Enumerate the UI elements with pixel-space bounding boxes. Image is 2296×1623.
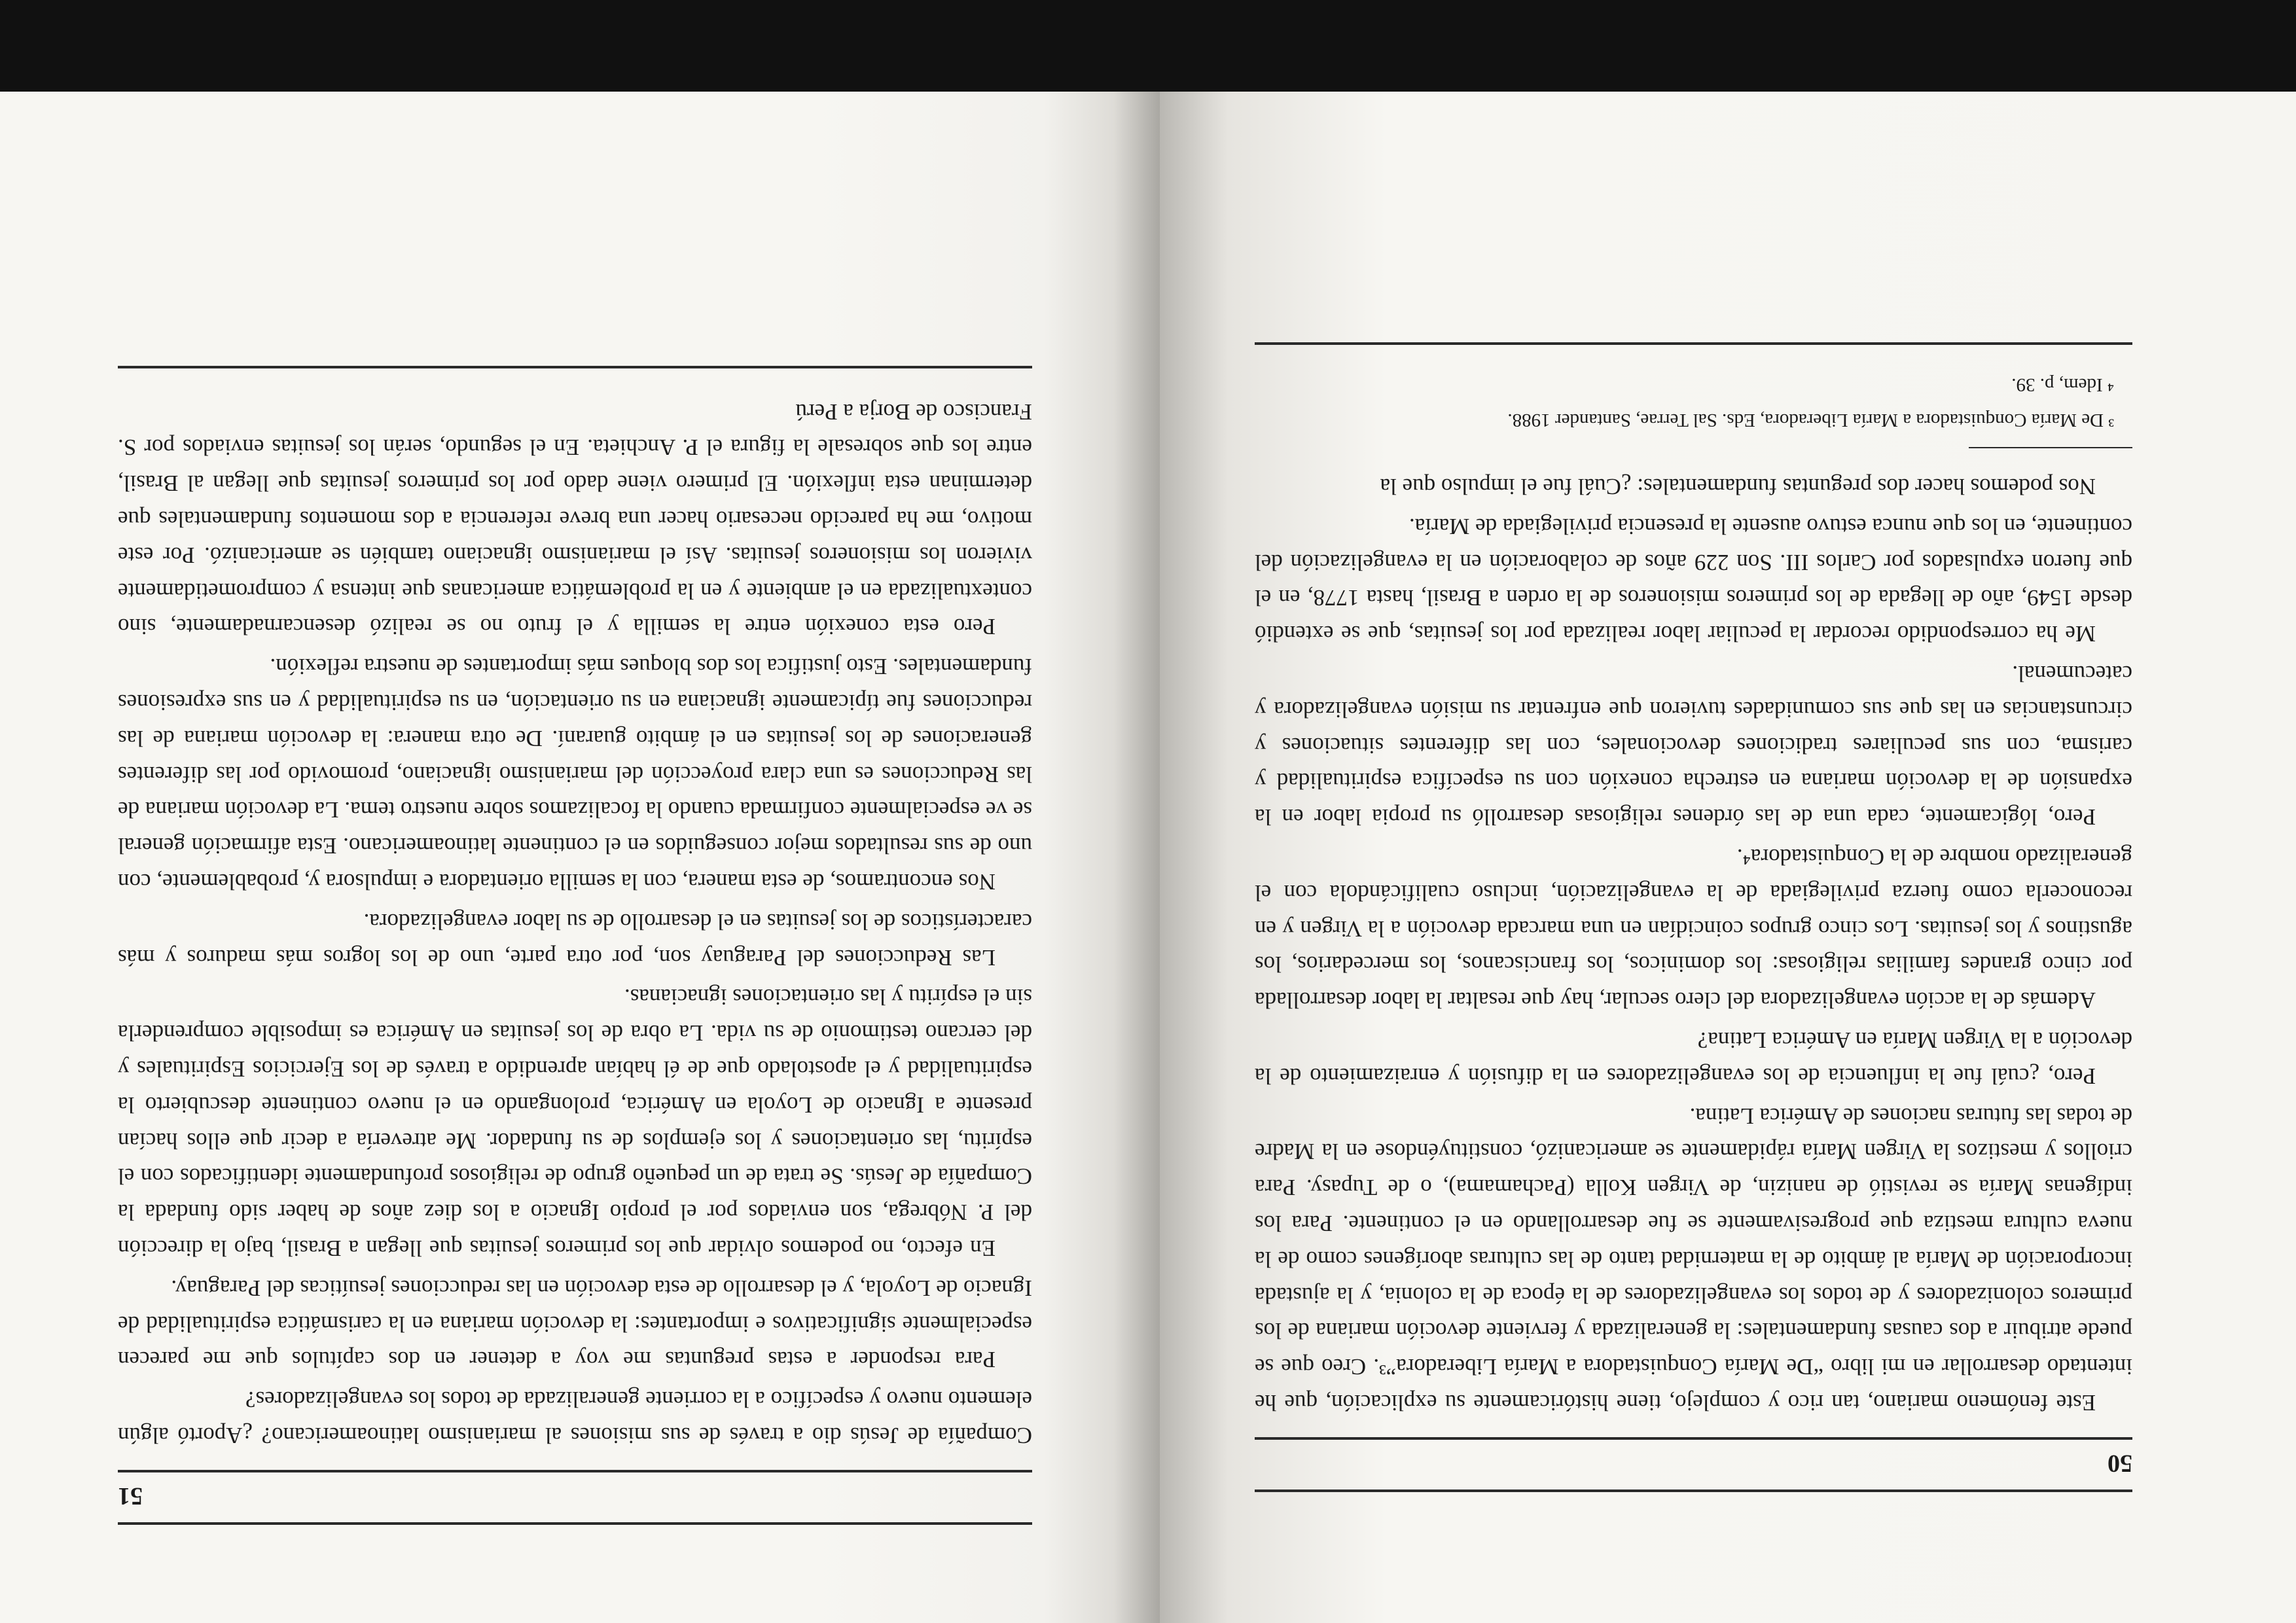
paragraph: Este fenómeno mariano, tan rico y complejo, tiene históricamente su explicación, que he intentado desarrollar en mi libro “De María Conquistadora a María Liberadora”³. Creo que se puede atribuir a dos causas fundamentales: la generalizada y ferviente devoción mariana de los primeros colonizadores y de todos los evangelizadores de la época de la colonia, y la ajustada incorporación de María al ámbito de la maternidad tanto de las culturas aborígenes como de la nueva cultura mestiza que progresivamente se fue desarrollando en el continente. Para los indígenas María se revistió de nanizin, de Virgen Kolla (Pachamama), o de Tupasy. Para criollos y mestizos la Virgen María rápidamente se americanizó, constituyéndose en la Madre de todas las futuras naciones de América Latina.	[1255, 1103, 2132, 1416]
page-number: 50	[2108, 1450, 2132, 1477]
paragraph: Pero, lógicamente, cada una de las órdenes religiosas desarrolló su propia labor en la expansión de la devoción mariana en estrecha conexión con su específica espiritualidad y carisma, con sus peculiares tradiciones devocionales, con las diferentes situaciones y circunstancias en las que sus comunidades tuvieron que enfrentar su misión evangelizadora y catecumenal.	[1255, 661, 2132, 830]
footnote-4: ⁴ Idem, p. 39.	[2011, 374, 2114, 396]
paragraph: Me ha correspondido recordar la peculiar labor realizada por los jesuitas, que se extendió desde 1549, año de llegada de los primeros misioneros de la orden a Brasil, hasta 1778, en el que fueron expulsados por Carlos III. Son 229 años de colaboración en la evangelización del continente, en los que nunca estuvo ausente la presencia privilegiada de María.	[1255, 513, 2132, 647]
header-rule	[118, 1522, 1032, 1525]
paragraph: Para responder a estas preguntas me voy a detener en dos capítulos que me parecen especialmente significativos e importantes: la devoción mariana en la carismática espiritualidad de Ignacio de Loyola, y el desarrollo de esta devoción en las reducciones jesuíticas del Paraguay.	[118, 1275, 1032, 1373]
header-rule	[1255, 1489, 2132, 1492]
paragraph: En efecto, no podemos olvidar que los primeros jesuitas que llegan a Brasil, bajo la dirección del P. Nóbrega, son enviados por el propio Ignacio a los diez años de haber sido fundada la Compañía de Jesús. Se trata de un pequeño grupo de religiosos profundamente identificados con el espíritu, las orientaciones y los ejemplos de su fundador. Me atrevería a decir que ellos hacían presente a Ignacio de Loyola en América, prolongando en el nuevo continente descubierto la espiritualidad y el apostolado que de él habían aprendido a través de los Ejercicios Espirituales y del cercano testimonio de su vida. La obra de los jesuitas en América es imposible comprenderla sin el espíritu y las orientaciones ignacianas.	[118, 984, 1032, 1262]
footer-rule	[118, 366, 1032, 368]
book-page-51	[0, 92, 1160, 1623]
footnote-separator	[1969, 447, 2132, 448]
header-rule-lower	[1255, 1437, 2132, 1440]
paragraph: Las Reducciones del Paraguay son, por otra parte, uno de los logros más maduros y más característicos de los jesuitas en el desarrollo de su labor evangelizadora.	[118, 908, 1032, 971]
paragraph: Nos podemos hacer dos preguntas fundamentales: ¿Cuál fue el impulso que la	[1380, 474, 2096, 500]
paragraph: Además de la acción evangelizadora del clero secular, hay que resaltar la labor desarrollada por cinco grandes familias religiosas: los dominicos, los franciscanos, los mercedarios, los agustinos y los jesuitas. Los cinco grupos coincidían en una marcada devoción a la Virgen y en reconocerla como fuerza privilegiada de la evangelización, incluso cualificándola con el generalizado nombre de la Conquistadora⁴.	[1255, 844, 2132, 1014]
book-page-50	[1160, 92, 2296, 1623]
body-text	[118, 393, 1032, 1470]
footnotes-block	[1255, 370, 2132, 435]
paragraph: Nos encontramos, de esta manera, con la semilla orientadora e impulsora y, probablemente, con uno de sus resultados mejor conseguidos en el continente latinoamericano. Esta afirmación general se ve especialmente confirmada cuando la focalizamos sobre nuestro tema. La devoción mariana de las Reducciones es una clara proyección del marianismo ignaciano, promovido por las diferentes generaciones de los jesuitas en el ámbito guaraní. De otra manera: la devoción mariana de las reducciones fue típicamente ignaciana en su orientación, en su espiritualidad y en sus expresiones fundamentales. Esto justifica los dos bloques más importantes de nuestra reflexión.	[118, 654, 1032, 895]
header-rule-lower	[118, 1470, 1032, 1472]
paragraph: Pero, ¿cuál fue la influencia de los evangelizadores en la difusión y enraizamiento de la devoción a la Virgen María en América Latina?	[1255, 1027, 2132, 1089]
body-text	[1255, 468, 2132, 1437]
page-number: 51	[118, 1482, 143, 1510]
footer-rule	[1255, 342, 2132, 345]
paragraph: Pero esta conexión entre la semilla y el fruto no se realizó desencarnadamente, sino contextualizada en el ambiente y en la problemática americanas que intensa y comprometidamente vivieron los misioneros jesuitas. Así el marianismo ignaciano también se americanizó. Por este motivo, me ha parecido necesario hacer una breve referencia a dos momentos fundamentales que determinan esta inflexión. El primero viene dado por los primeros jesuitas que llegan al Brasil, entre los que sobresale la figura el P. Anchieta. En el segundo, serán los jesuitas enviados por S. Francisco de Borja a Perú	[118, 399, 1032, 640]
footnote-3: ³ De María Conquistadora a María Liberadora, Eds. Sal Terrae, Santander 1988.	[1507, 410, 2114, 431]
paragraph: Compañía de Jesús dio a través de sus misiones al marianismo latinoamericano? ¿Aportó algún elemento nuevo y específico a la corriente generalizada de todos los evangelizadores?	[118, 1387, 1032, 1448]
